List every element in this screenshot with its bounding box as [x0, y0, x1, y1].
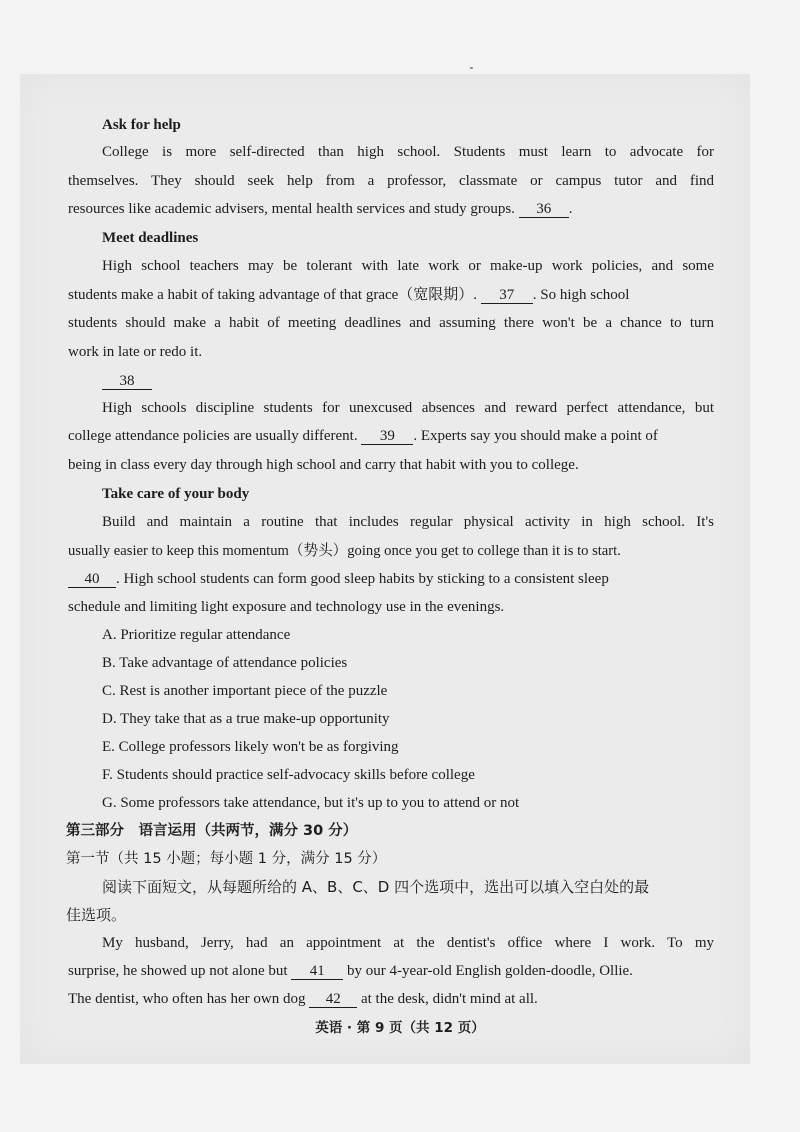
heading-ask-for-help: Ask for help	[102, 117, 181, 133]
body-line-4: schedule and limiting light exposure and technology use in the evenings.	[68, 599, 505, 615]
heading-meet-deadlines: Meet deadlines	[102, 230, 199, 246]
part3-title: 第三部分 语言运用（共两节，满分 30 分）	[66, 823, 358, 839]
blank-37: 37	[481, 287, 533, 304]
option-f: F. Students should practice self-advocacy skills before college	[102, 767, 475, 783]
passage-line-1: My husband, Jerry, had an appointment at the dentist's office where I work. To my	[102, 935, 714, 951]
attendance-line-2-end: . Experts say you should make a point of	[413, 428, 658, 444]
help-line-2: themselves. They should seek help from a professor, classmate or campus tutor and find	[68, 173, 714, 189]
page-footer: 英语 · 第 9 页（共 12 页）	[315, 1020, 485, 1036]
heading-take-care: Take care of your body	[102, 486, 250, 502]
paper-speck	[470, 67, 473, 69]
help-line-3-text: resources like academic advisers, mental health services and study groups.	[68, 201, 515, 217]
part3-subtitle: 第一节（共 15 小题；每小题 1 分，满分 15 分）	[66, 851, 387, 867]
option-b: B. Take advantage of attendance policies	[102, 655, 348, 671]
blank-38-line	[102, 371, 748, 391]
deadlines-line-3: students should make a habit of meeting deadlines and assuming there won't be a chance to turn	[68, 315, 714, 331]
blank-36: 36	[519, 201, 569, 218]
attendance-line-2	[68, 426, 714, 446]
blank-41: 41	[291, 963, 343, 980]
option-a: A. Prioritize regular attendance	[102, 627, 291, 643]
passage-line-2	[68, 961, 714, 981]
blank-38: 38	[102, 373, 152, 390]
body-line-2: usually easier to keep this momentum（势头）going once you get to college than it is to start.	[68, 543, 621, 559]
passage-line-2-text: surprise, he showed up not alone but	[68, 963, 288, 979]
option-d: D. They take that as a true make-up opportunity	[102, 711, 390, 727]
part3-instruction-1: 阅读下面短文，从每题所给的 A、B、C、D 四个选项中，选出可以填入空白处的最	[102, 878, 650, 896]
attendance-line-1: High schools discipline students for unexcused absences and reward perfect attendance, but	[102, 400, 714, 416]
option-c: C. Rest is another important piece of the puzzle	[102, 683, 388, 699]
deadlines-line-2-text: students make a habit of taking advantage of that grace（宽限期）.	[68, 287, 478, 303]
deadlines-line-1: High school teachers may be tolerant with late work or make-up work policies, and some	[102, 258, 714, 274]
help-line-3	[68, 199, 714, 219]
passage-line-3-text: The dentist, who often has her own dog	[68, 991, 306, 1007]
body-line-3	[68, 569, 714, 589]
part3-instruction-2: 佳选项。	[66, 906, 127, 924]
attendance-line-2-text: college attendance policies are usually different.	[68, 428, 358, 444]
option-g: G. Some professors take attendance, but it's up to you to attend or not	[102, 795, 520, 811]
deadlines-line-4: work in late or redo it.	[68, 344, 203, 360]
passage-line-3	[68, 989, 714, 1009]
blank-39: 39	[361, 428, 413, 445]
deadlines-line-2	[68, 285, 714, 305]
body-line-3-text: . High school students can form good sleep habits by sticking to a consistent sleep	[116, 571, 609, 587]
blank-42: 42	[309, 991, 357, 1008]
passage-line-2-end: by our 4-year-old English golden-doodle, Ollie.	[347, 963, 633, 979]
body-line-1: Build and maintain a routine that includes regular physical activity in high school. It's	[102, 514, 714, 530]
help-line-1: College is more self-directed than high school. Students must learn to advocate for	[102, 144, 714, 160]
passage-line-3-end: at the desk, didn't mind at all.	[360, 991, 538, 1007]
option-e: E. College professors likely won't be as forgiving	[102, 739, 399, 755]
deadlines-line-2-end: . So high school	[532, 287, 630, 303]
blank-40: 40	[68, 571, 116, 588]
help-line-3-end: .	[568, 201, 573, 217]
attendance-line-3: being in class every day through high school and carry that habit with you to college.	[68, 457, 579, 473]
